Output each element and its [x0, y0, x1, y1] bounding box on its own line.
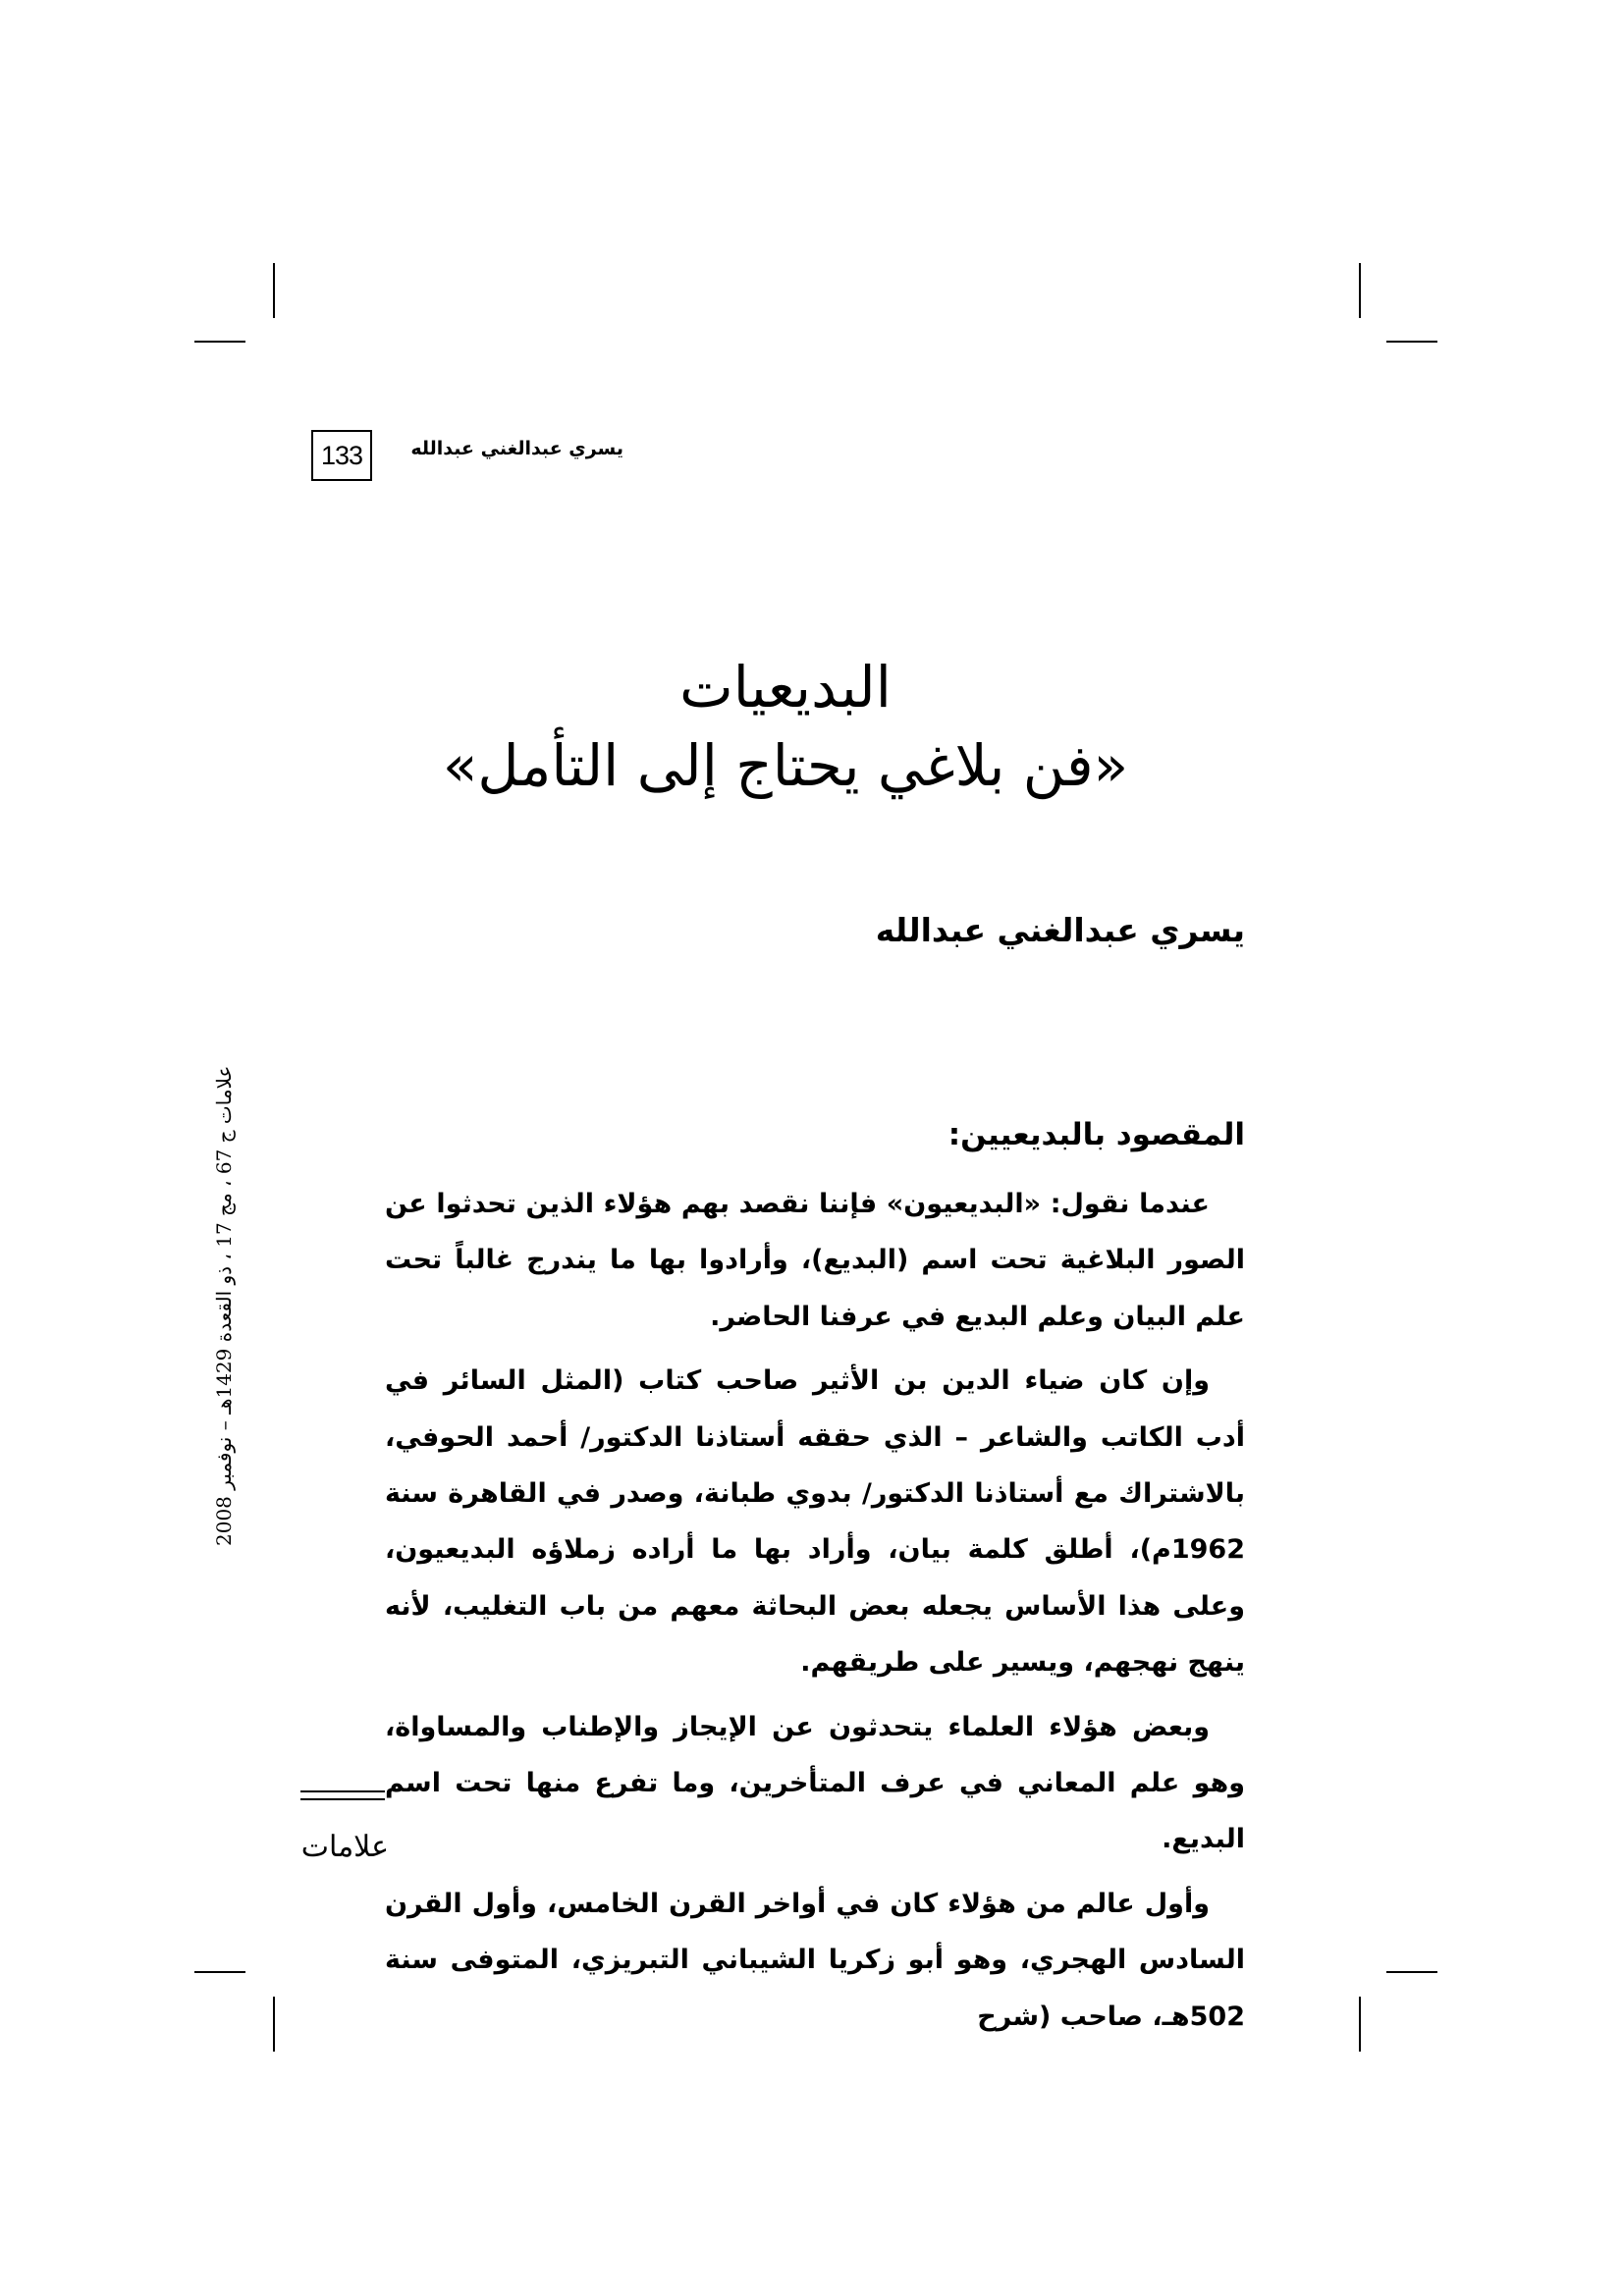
running-head: يسري عبدالغني عبدالله	[410, 438, 623, 459]
page-number: 133	[311, 430, 372, 481]
crop-mark-top-right-vertical	[1359, 263, 1361, 318]
crop-mark-bottom-left-horizontal	[194, 1971, 245, 1973]
paragraph: وإن كان ضياء الدين بن الأثير صاحب كتاب (المثل السائر في أدب الكاتب والشاعر – الذي حققه أستاذنا الدكتور/ أحمد الحوفي، بالاشتراك مع أستاذنا الدكتور/ بدوي طبانة، وصدر في القاهرة سنة 1962م)، أطلق كلمة بيان، وأراد بها ما أراده زملاؤه البديعيون، وعلى هذا الأساس يجعله بعض البحاثة معهم من باب التغليب، لأنه ينهج نهجهم، ويسير على طريقهم.	[385, 1365, 1245, 1679]
sidebar-divider	[300, 1798, 385, 1800]
section-heading: المقصود بالبديعيين:	[947, 1117, 1245, 1152]
paragraph: وأول عالم من هؤلاء كان في أواخر القرن الخامس، وأول القرن السادس الهجري، وهو أبو زكريا الشيباني التبريزي، المتوفى سنة 502هـ، صاحب (شرح	[385, 1888, 1245, 2032]
paragraph: وبعض هؤلاء العلماء يتحدثون عن الإيجاز والإطناب والمساواة، وهو علم المعاني في عرف المتأخرين، وما تفرع منها تحت اسم البديع.	[385, 1711, 1245, 1855]
crop-mark-bottom-right-horizontal	[1386, 1971, 1437, 1973]
article-title	[324, 648, 1247, 805]
paragraph: عندما نقول: «البديعيون» فإننا نقصد بهم هؤلاء الذين تحدثوا عن الصور البلاغية تحت اسم (البديع)، وأرادوا بها ما يندرج غالباً تحت علم البيان وعلم البديع في عرفنا الحاضر.	[385, 1189, 1245, 1332]
sidebar-divider	[300, 1790, 385, 1792]
title-line-2: «فن بلاغي يحتاج إلى التأمل»	[442, 732, 1129, 799]
crop-mark-bottom-left-vertical	[273, 1997, 275, 2052]
article-body	[385, 1176, 1245, 2053]
author-name: يسري عبدالغني عبدالله	[875, 911, 1245, 949]
journal-logo: علامات	[300, 1830, 389, 1864]
crop-mark-top-left-vertical	[273, 263, 275, 318]
crop-mark-top-left-horizontal	[194, 341, 245, 343]
title-line-1: البديعيات	[679, 654, 892, 721]
crop-mark-bottom-right-vertical	[1359, 1997, 1361, 2052]
journal-issue-info: علامات ج 67 ، مج 17 ، ذو القعدة 1429هـ – نوفمبر 2008	[212, 1065, 236, 1546]
crop-mark-top-right-horizontal	[1386, 341, 1437, 343]
